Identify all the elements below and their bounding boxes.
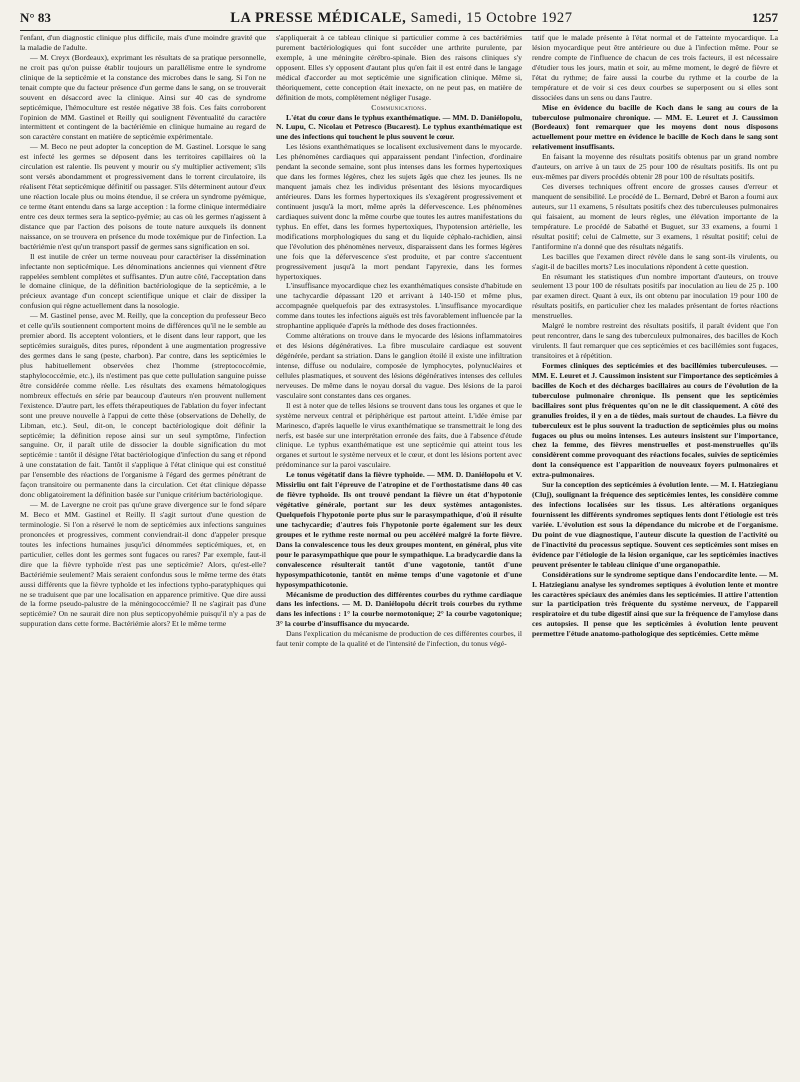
paragraph: tatif que le malade présente à l'état normal et de l'atteinte myocardique. La lésion myocardique peut être antérieure ou due à l'infection même. Pour se rendre compte de l'influence de chacun de ces trois facteurs, il est nécessaire d'étudier tous les jours, matin et soir, au même moment, le degré de fièvre et l'état du rythme; de faire aussi la courbe du rythme et la courbe de la température et de voir si ces deux courbes se superposent ou si elles sont dissociées dans un sens ou dans l'autre. xyxy=(532,33,778,102)
page-number: 1257 xyxy=(751,10,778,25)
paragraph: Il est à noter que de telles lésions se trouvent dans tous les organes et que le système nerveux central et périphérique est partout atteint. L'idée émise par Marinesco, d'après laquelle le virus exanthématique se transmettrait le long des nerfs, est basée sur une interprétation erronée des faits, due à l'absence d'étude clinique. Le typhus exanthématique est une septicémie qui atteint tous les organes et surtout le système nerveux et le cœur, et dont les lésions portent avec prédominance sur la paroi vasculaire. xyxy=(276,400,522,470)
paragraph: Les lésions exanthématiques se localisent exclusivement dans le myocarde. Les phénomènes cardiaques qui apparaissent pendant l'infection, d'ordinaire pendant la seconde semaine, sont plus intenses dans les formes hypertoxiques que dans les formes légères, chez les sujets âgés que chez les jeunes. Ils ne manquent jamais chez les individus présentant des lésions myocardiques antérieures. Dans les formes hypertoxiques ils s'exagèrent progressivement et continuent jusqu'à la mort, même après la défervescence. Les phénomènes cardiaques suivent donc la même courbe que toutes les autres manifestations du typhus. En effet, dans les formes hypertoxiques, l'hypotension artérielle, les modifications morphologiques du sang et du liquide céphalo-rachidien, ainsi que l'évolution des phénomènes nerveux, disparaissent dans les formes légères une fois que la défervescence s'est produite, et par contre s'accentuent progressivement jusqu'à la mort pendant l'apyrexie, dans les formes hypertoxiques. xyxy=(276,142,522,281)
column-right xyxy=(532,33,778,1077)
communication-heading: L'état du cœur dans le typhus exanthématique. — MM. D. Daniélopolu, N. Lupu, C. Nicolau et Petresco (Bucarest). Le typhus exanthématique est une des infections qui touchent le plus souvent le cœur. xyxy=(276,112,522,142)
paragraph: Les bacilles que l'examen direct révèle dans le sang sont-ils virulents, ou s'agit-il de bacilles morts? Les inoculations répondent à cette question. xyxy=(532,251,778,271)
paragraph: Ces diverses techniques offrent encore de grosses causes d'erreur et manquent de sensibilité. Le procédé de L. Bernard, Debré et Baron a fourni aux auteurs, sur 11 examens, 5 résultats positifs chez des tuberculeuses pulmonaires qui faisaient, au moment de leurs règles, une élévation importante de la température. Le procédé de Sabathé et Buguet, sur 33 examens, a fourni 1 résultat positif; celui de Calmette, sur 3 examens, 1 résultat positif; celui de l'antiformine n'a donné que des résultats négatifs. xyxy=(532,182,778,251)
paragraph: Il est inutile de créer un terme nouveau pour caractériser la dissémination infectante non septicémique. Les dénominations anciennes qui viennent d'être rappelées semblent complètes et suffisantes. D'un autre côté, l'acceptation dans le domaine clinique, de la définition bactériologique de la septicémie, a le précieux avantage d'un concept scientifique unique et clair de dissiper la confusion qui règne actuellement dans la nosologie. xyxy=(20,251,266,311)
article-columns xyxy=(20,33,778,1077)
paragraph: Dans l'explication du mécanisme de production de ces différentes courbes, il faut tenir compte de la qualité et de l'intensité de l'infection, du tonus végé- xyxy=(276,629,522,649)
paragraph: — M. Gastinel pense, avec M. Reilly, que la conception du professeur Beco et celle qu'ils soutiennent comportent moins de différences qu'il ne le semble au premier abord. Ils acceptent volontiers, et le disent dans leur rapport, que les septicémies suraiguës, dites pures, répondent à une augmentation progressive des germes dans le sang (peste, charbon). Par contre, dans les septicémies le plus habituellement observées chez l'homme (streptococcémie, staphylococcémie, etc.), ils n'estiment pas que cette pullulation sanguine puisse être considérée comme réelle. Les résultats des examens hématologiques nombreux effectués en série par beaucoup d'auteurs n'en prouvent nullement l'existence. D'autre part, les effets thérapeutiques de l'ablation du foyer infectant sont une preuve nouvelle à l'appui de cette thèse (observations de Dehelly, de Libman, etc.). Seul, dit-on, le concept bactériologique doit définir la septicémie; la définition repose ainsi sur un seul symptôme, l'infection sanguine. Or, il paraît utile de dissocier la double signification du mot septicémie : tantôt il désigne l'état bactériologique d'infection du sang et répond à une constatation de fait. Tantôt il s'applique à l'état clinique qui est constitué par l'ensemble des réactions de l'organisme à l'égard des germes pénétrant de façon transitoire ou permanente dans la circulation. Cet état clinique dépasse donc obligatoirement la définition basée sur l'unique critérium bactériologique. xyxy=(20,311,266,500)
running-header xyxy=(20,6,778,31)
paragraph: — M. Creyx (Bordeaux), exprimant les résultats de sa pratique personnelle, ne croit pas qu'on puisse établir toujours un parallélisme entre le syndrome clinique de la septicémie et la constance des microbes dans le sang. Si l'on ne tenait compte que du facteur présence d'un germe dans le sang, on se trouverait souvent en désaccord avec la clinique. Ainsi sur 40 cas de syndrome septicémique, l'hémoculture est restée négative 38 fois. Ces faits corroborent l'opinion de MM. Gastinel et Reilly qui soulignent l'éventualité du caractère intermittent et contingent de la bactériémie en clinique humaine au regard de son caractère constant en matière de septicémie expérimentale. xyxy=(20,52,266,142)
paragraph: L'insuffisance myocardique chez les exanthématiques consiste d'habitude en une tachycardie dépassant 120 et arrivant à 140-150 et même plus, accompagnée quelquefois par des extrasystoles. L'insuffisance myocardique comme dans toutes les infections aiguës est très favorablement influencée par la strophantine appliquée d'après la méthode des doses fractionnées. xyxy=(276,281,522,331)
paragraph: En résumant les statistiques d'un nombre important d'auteurs, on trouve seulement 13 pour 100 de résultats positifs par inoculation au lieu de 25 p. 100 par examen direct. Quant à eux, ils ont obtenu par inoculation 19 pour 100 de résultats positifs, en particulier chez les malades présentant de fortes réactions menstruelles. xyxy=(532,271,778,321)
paragraph: s'appliquerait à ce tableau clinique si particulier comme à ces bactériémies purement bactériologiques qui font succéder une arthrite purulente, par exemple, à une méningite cérébro-spinale. Bien des raisons cliniques s'y opposent. Elles s'y opposent d'autant plus qu'en fait il est entré dans le langage médical d'accorder au mot septicémie une signification clinique. Même si, théoriquement, cette conception était inexacte, on ne peut pas, en matière de définition de mots, complètement négliger l'usage. xyxy=(276,33,522,102)
communication-heading: Considérations sur le syndrome septique dans l'endocardite lente. — M. I. Hatziegianu analyse les syndromes septiques à évolution lente et montre les caractères spéciaux des anémies dans les septicémies. Il attire l'attention sur la participation très fréquente du système nerveux, de l'appareil respiratoire et du tube digestif ainsi que sur la fréquence de l'amylose dans ces autopsies. Il pense que les septicémies à évolution lente peuvent permettre l'étude anatomo-pathologique des septicémies. Cette même xyxy=(532,569,778,639)
paragraph: — M. Beco ne peut adopter la conception de M. Gastinel. Lorsque le sang est infecté les germes se déposent dans les territoires capillaires où la circulation est ralentie. Ils peuvent y mourir ou s'y multiplier activement; s'ils sont versés abondamment et progressivement dans le torrent circulatoire, ils réalisent l'état septicémique définitif ou passager. S'ils déterminent autour d'eux une réaction locale plus ou moins étendue, il se créera un syndrome pyémique, ce terme étant entendu dans sa large acception : la forme clinique intermédiaire entre ces deux termes sera la septico-pyémie; au cas où les germes n'agissent à distance que par l'action des poisons de toute nature auxquels ils donnent naissance, on se trouvera en présence du mode toxémique pur de l'infection. La bactériémie n'est qu'un transport passif de germes sans signification en soi. xyxy=(20,142,266,251)
section-heading: Communications. xyxy=(371,102,427,112)
column-left xyxy=(20,33,266,1077)
paragraph: Malgré le nombre restreint des résultats positifs, il paraît évident que l'on peut rencontrer, dans le sang des tuberculeux pulmonaires, des bacilles de Koch virulents. Il faut remarquer que ces septicémies et ces bacillémies sont fugaces, transitoires et à répétition. xyxy=(532,321,778,360)
paragraph: En faisant la moyenne des résultats positifs obtenus par un grand nombre d'auteurs, on arrive à un taux de 25 pour 100 de résultats positifs. Ils ont pu eux-mêmes par divers procédés obtenir 28 pour 100 de résultats positifs. xyxy=(532,152,778,182)
communication-heading: Mise en évidence du bacille de Koch dans le sang au cours de la tuberculose pulmonaire chronique. — MM. E. Leuret et J. Caussimon (Bordeaux) font remarquer que les moyens dont nous disposons actuellement pour mettre en évidence le bacille de Koch dans le sang sont relativement insuffisants. xyxy=(532,102,778,152)
journal-name: LA PRESSE MÉDICALE, xyxy=(230,9,407,26)
paragraph: — M. de Lavergne ne croit pas qu'une grave divergence sur le fond sépare M. Beco et MM. Gastinel et Reilly. Il s'agit surtout d'une question de terminologie. Si l'on a réservé le nom de septicémies aux infections sanguines prononcées et progressives, comment conviendrait-il donc d'appeler presque toutes les infections humaines jusqu'ici dénommées septicémiques, et, en particulier, celles dont les germes sont fugaces ou rares? Par exemple, faut-il dire que la fièvre typhoïde n'est pas une septicémie? Alors, qu'est-elle? Bactériémie seulement? Mais seraient confondus sous le même terme des états aussi différents que la fièvre typhoïde et les infections typho-paratyphiques qui ne se traduisent que par une localisation en apparence primitive. Que dire aussi de la forme pseudo-palustre de la méningococcémie? Il ne s'agirait pas d'une septicémie? On ne saurait dire non plus septicopyohémie puisqu'il n'y a pas de suppuration dans cette forme. Bactériémie alors? Et le même terme xyxy=(20,500,266,629)
issue-date: Samedi, 15 Octobre 1927 xyxy=(410,9,573,26)
issue-number: N° 83 xyxy=(20,10,51,25)
column-middle xyxy=(276,33,522,1077)
communication-heading: Mécanisme de production des différentes courbes du rythme cardiaque dans les infections. — M. D. Daniélopolu décrit trois courbes du rythme dans les infections : 1° la courbe normotonique; 2° la courbe vagotonique; 3° la courbe d'insuffisance du myocarde. xyxy=(276,589,522,629)
journal-title xyxy=(230,10,572,27)
communication-heading: Le tonus végétatif dans la fièvre typhoïde. — MM. D. Daniélopolu et V. Missirliu ont fait l'épreuve de l'atropine et de l'orthostatisme dans 40 cas de fièvre typhoïde. Ils ont trouvé pendant la fièvre un état d'hypotonie végétative générale, portant sur les deux systèmes antagonistes. Quelquefois l'hypotonie porte plus sur le parasympathique, d'où il résulte une tachycardie; d'autres fois l'hypotonie porte également sur les deux groupes et le rythme reste normal ou peu accéléré malgré la forte fièvre. Dans la convalescence tous les deux groupes montent, en général, plus vite pour le parasympathique que pour le sympathique. La bradycardie dans la convalescence résulterait tantôt d'une vagotonie, tantôt d'une hyposympathicotonie, tantôt en même temps d'une vagotonie et d'une hyposympathicotonie. xyxy=(276,470,522,589)
communication-heading: Formes cliniques des septicémies et des bacillémies tuberculeuses. — MM. E. Leuret et J. Caussimon insistent sur l'importance des septicémies à bacilles de Koch et des décharges bacillaires au cours de l'évolution de la tuberculose pulmonaire chronique. Ils pensent que les septicémies bacillaires sont plus fréquentes qu'on ne le dit classiquement. A côté des granulies froides, il y en a de tièdes, mais surtout de chaudes. La fièvre du tuberculeux est le plus souvent la traduction de septicémies plus ou moins fugaces ou plus ou moins intenses. Les auteurs insistent sur l'importance, chez la femme, des fièvres menstruelles et post-menstruelles qu'ils considèrent comme provoquant des réactions focales, suivies de septicémies dont la conséquence est l'apparition de nouveaux foyers pulmonaires et extra-pulmonaires. xyxy=(532,360,778,480)
paragraph: l'enfant, d'un diagnostic clinique plus difficile, mais d'une moindre gravité que la maladie de l'adulte. xyxy=(20,33,266,52)
paragraph: Comme altérations on trouve dans le myocarde des lésions inflammatoires et des lésions dégénératives. La fibre musculaire cardiaque est souvent dégénérée, perdant sa striation. Dans le ganglion étoilé il existe une infiltration intense, diffuse ou nodulaire, composée de lymphocytes, polynucléaires et cellules plasmatiques, et souvent des lésions dégénératives intenses des cellules nerveuses. De même dans le noyau dorsal du vague. Des lésions de la paroi vasculaire sont constantes dans ces organes. xyxy=(276,331,522,400)
communication-heading: Sur la conception des septicémies à évolution lente. — M. I. Hatziegianu (Cluj), soulignant la fréquence des septicémies lentes, les considère comme des infections localisées sur les tissus. Les altérations organiques fournissent les différents syndromes septiques lents dont l'étiologie est très variée. L'évolution est sous la dépendance du microbe et de l'organisme. Du point de vue diagnostique, l'auteur discute la question de l'activité ou de l'inactivité du processus septique. Souvent ces septicémies sont mises en évidence par l'étiologie de la lésion organique, car les septicémies inactives peuvent présenter le tableau clinique d'une organopathie. xyxy=(532,480,778,569)
